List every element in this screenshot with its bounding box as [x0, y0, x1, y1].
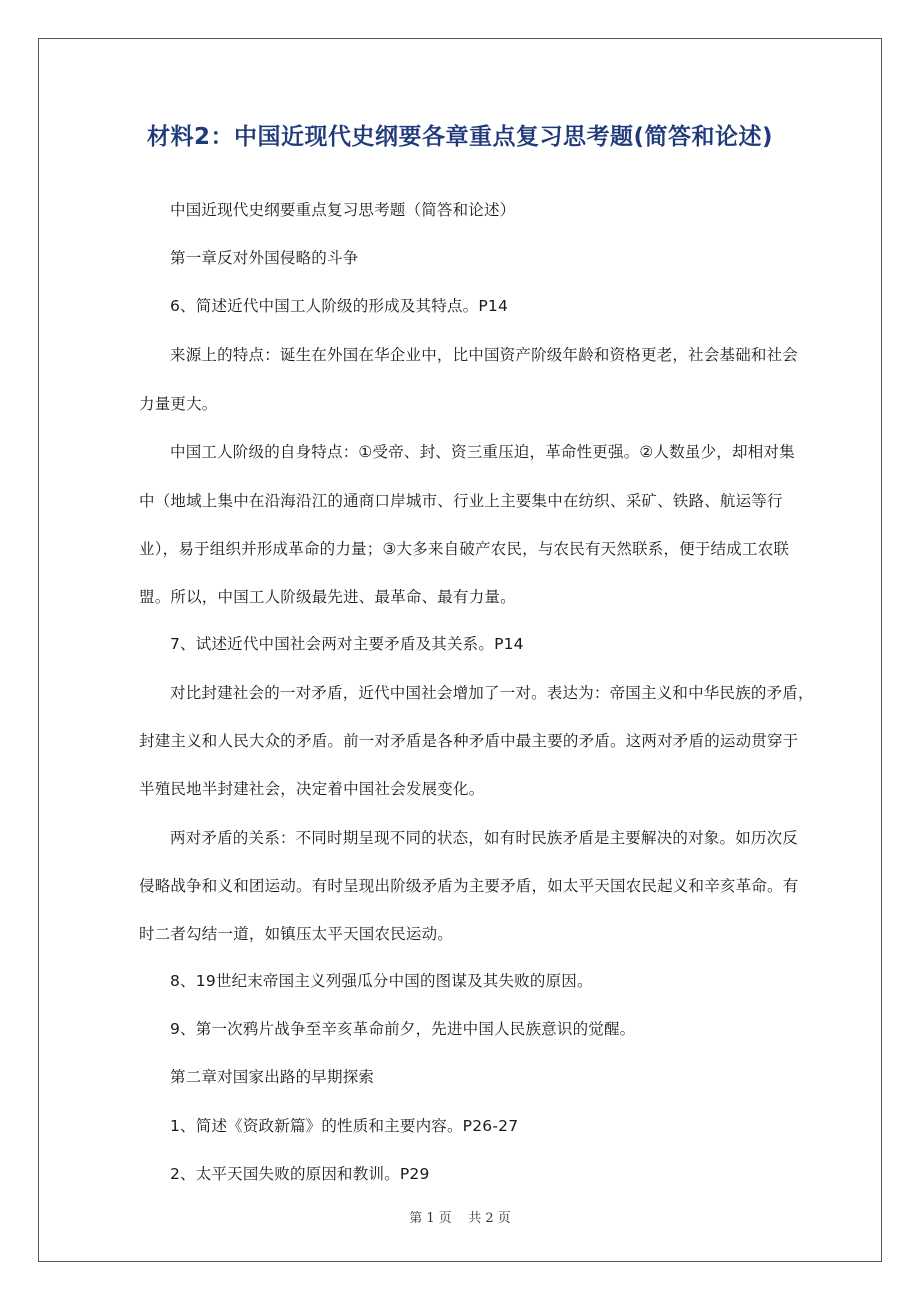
document-title: 材料2：中国近现代史纲要各章重点复习思考题(简答和论述) [146, 124, 774, 150]
paragraph-line: 两对矛盾的关系：不同时期呈现不同的状态，如有时民族矛盾是主要解决的对象。如历次反 [170, 829, 799, 847]
paragraph-line: 中国工人阶级的自身特点：①受帝、封、资三重压迫，革命性更强。②人数虽少，却相对集 [170, 443, 795, 461]
question-line: 9、第一次鸦片战争至辛亥革命前夕，先进中国人民族意识的觉醒。 [170, 1020, 636, 1038]
paragraph-line: 盟。所以，中国工人阶级最先进、最革命、最有力量。 [139, 588, 516, 606]
paragraph-line: 业），易于组织并形成革命的力量；③大多来自破产农民，与农民有天然联系，便于结成工农联 [139, 540, 790, 558]
page-footer: 第 1 页 共 2 页 [409, 1211, 511, 1226]
question-line: 6、简述近代中国工人阶级的形成及其特点。P14 [170, 297, 509, 315]
paragraph-line: 侵略战争和义和团运动。有时呈现出阶级矛盾为主要矛盾，如太平天国农民起义和辛亥革命。有 [139, 877, 799, 895]
question-line: 8、19世纪末帝国主义列强瓜分中国的图谋及其失败的原因。 [170, 972, 593, 990]
question-line: 1、简述《资政新篇》的性质和主要内容。P26-27 [170, 1117, 519, 1135]
chapter-heading: 第一章反对外国侵略的斗争 [170, 249, 359, 267]
question-line: 7、试述近代中国社会两对主要矛盾及其关系。P14 [170, 635, 524, 653]
paragraph-line: 封建主义和人民大众的矛盾。前一对矛盾是各种矛盾中最主要的矛盾。这两对矛盾的运动贯穿于 [139, 732, 799, 750]
paragraph-line: 力量更大。 [139, 395, 218, 413]
paragraph-line: 时二者勾结一道，如镇压太平天国农民运动。 [139, 925, 454, 943]
paragraph-line: 来源上的特点：诞生在外国在华企业中，比中国资产阶级年龄和资格更老，社会基础和社会 [170, 346, 799, 364]
paragraph-line: 对比封建社会的一对矛盾，近代中国社会增加了一对。表达为：帝国主义和中华民族的矛盾， [170, 684, 814, 702]
chapter-heading: 第二章对国家出路的早期探索 [170, 1068, 375, 1086]
question-line: 2、太平天国失败的原因和教训。P29 [170, 1165, 430, 1183]
paragraph-line: 中国近现代史纲要重点复习思考题（简答和论述） [170, 201, 516, 219]
paragraph-line: 中（地域上集中在沿海沿江的通商口岸城市、行业上主要集中在纺织、采矿、铁路、航运等行 [139, 492, 783, 510]
paragraph-line: 半殖民地半封建社会，决定着中国社会发展变化。 [139, 780, 485, 798]
